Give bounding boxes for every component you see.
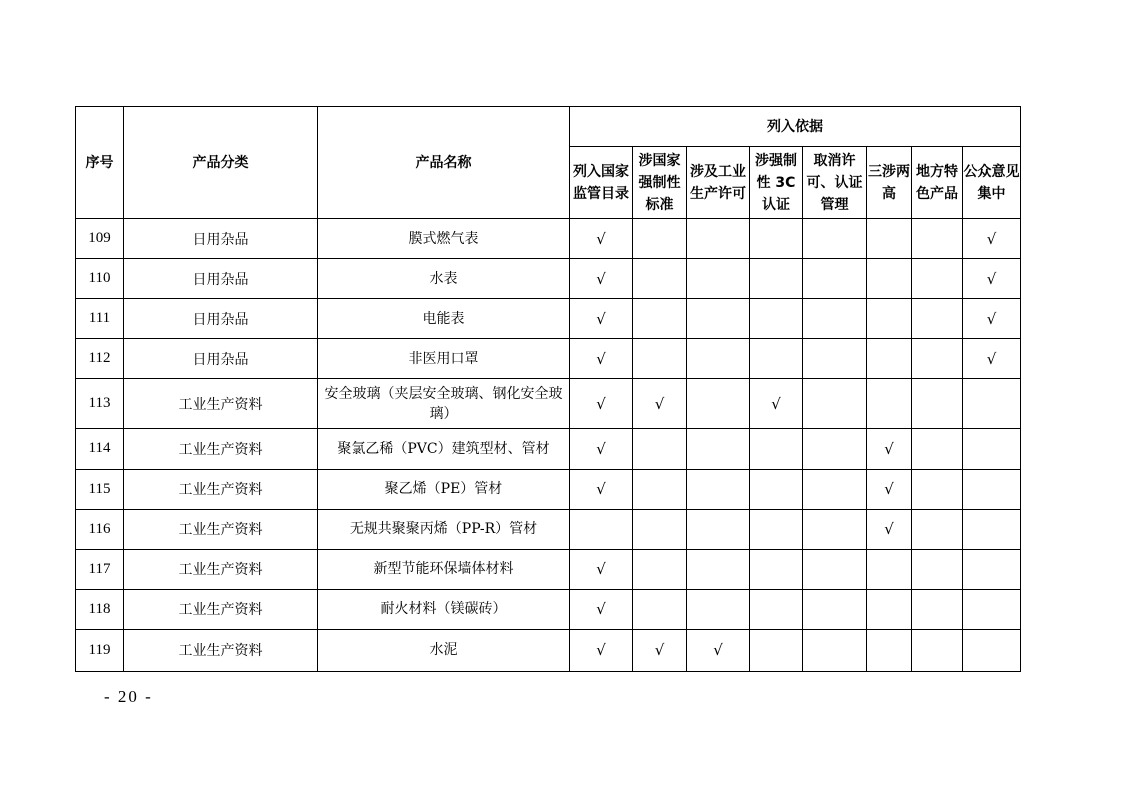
row-basis-mark: √ [963, 299, 1021, 339]
header-basis-cancelled-license: 取消许可、认证管理 [803, 147, 867, 219]
row-basis-mark: √ [633, 379, 687, 429]
header-basis-local-specialty: 地方特色产品 [912, 147, 963, 219]
row-seq: 116 [76, 509, 124, 549]
row-basis-mark [633, 549, 687, 589]
row-product-name: 膜式燃气表 [318, 219, 570, 259]
row-basis-mark [803, 259, 867, 299]
row-basis-mark [912, 339, 963, 379]
row-basis-mark [687, 589, 750, 629]
row-basis-mark [963, 469, 1021, 509]
row-category: 工业生产资料 [124, 629, 318, 671]
table-row [76, 549, 1021, 589]
row-basis-mark [687, 379, 750, 429]
row-basis-mark [912, 469, 963, 509]
row-category: 工业生产资料 [124, 429, 318, 469]
row-basis-mark [963, 509, 1021, 549]
row-basis-mark [912, 299, 963, 339]
row-basis-mark [750, 339, 803, 379]
row-basis-mark [687, 549, 750, 589]
row-basis-mark [687, 469, 750, 509]
header-basis-national-catalog: 列入国家监管目录 [570, 147, 633, 219]
header-basis-production-license: 涉及工业生产许可 [687, 147, 750, 219]
row-basis-mark [912, 629, 963, 671]
row-basis-mark [867, 549, 912, 589]
row-basis-mark [912, 589, 963, 629]
row-basis-mark [750, 509, 803, 549]
table-row [76, 469, 1021, 509]
row-product-name: 聚乙烯（PE）管材 [318, 469, 570, 509]
row-seq: 117 [76, 549, 124, 589]
header-basis-3c-certification: 涉强制性 3C 认证 [750, 147, 803, 219]
row-basis-mark [803, 339, 867, 379]
row-basis-mark [912, 379, 963, 429]
table-row [76, 299, 1021, 339]
row-basis-mark [633, 299, 687, 339]
table-row [76, 589, 1021, 629]
row-basis-mark [570, 509, 633, 549]
row-basis-mark [633, 339, 687, 379]
header-basis-group: 列入依据 [570, 107, 1021, 147]
row-basis-mark [963, 629, 1021, 671]
row-basis-mark [687, 299, 750, 339]
row-basis-mark [687, 429, 750, 469]
row-basis-mark: √ [963, 259, 1021, 299]
row-basis-mark: √ [570, 379, 633, 429]
header-category: 产品分类 [124, 107, 318, 219]
row-basis-mark: √ [867, 429, 912, 469]
row-basis-mark [750, 589, 803, 629]
row-category: 工业生产资料 [124, 469, 318, 509]
row-seq: 109 [76, 219, 124, 259]
row-product-name: 无规共聚聚丙烯（PP-R）管材 [318, 509, 570, 549]
row-basis-mark [867, 629, 912, 671]
row-category: 日用杂品 [124, 299, 318, 339]
row-seq: 112 [76, 339, 124, 379]
row-basis-mark: √ [633, 629, 687, 671]
row-basis-mark [963, 429, 1021, 469]
table-row [76, 509, 1021, 549]
row-basis-mark [633, 509, 687, 549]
row-basis-mark [963, 589, 1021, 629]
row-basis-mark [912, 259, 963, 299]
row-basis-mark: √ [963, 339, 1021, 379]
row-basis-mark [687, 509, 750, 549]
page-number: - 20 - [104, 687, 153, 706]
row-basis-mark [912, 219, 963, 259]
row-basis-mark [867, 259, 912, 299]
header-basis-public-concern: 公众意见集中 [963, 147, 1021, 219]
row-basis-mark [750, 429, 803, 469]
row-basis-mark: √ [687, 629, 750, 671]
row-product-name: 非医用口罩 [318, 339, 570, 379]
row-basis-mark [912, 509, 963, 549]
row-basis-mark [750, 549, 803, 589]
row-basis-mark [633, 429, 687, 469]
row-basis-mark [750, 219, 803, 259]
row-category: 日用杂品 [124, 219, 318, 259]
row-product-name: 水表 [318, 259, 570, 299]
row-basis-mark [687, 259, 750, 299]
row-basis-mark [912, 429, 963, 469]
table-row [76, 629, 1021, 671]
row-basis-mark: √ [570, 629, 633, 671]
header-basis-mandatory-standard: 涉国家强制性标准 [633, 147, 687, 219]
product-list-table [75, 106, 1021, 672]
row-product-name: 安全玻璃（夹层安全玻璃、钢化安全玻璃） [318, 379, 570, 429]
row-basis-mark [803, 469, 867, 509]
row-category: 日用杂品 [124, 259, 318, 299]
row-product-name: 聚氯乙稀（PVC）建筑型材、管材 [318, 429, 570, 469]
row-basis-mark [867, 589, 912, 629]
row-basis-mark [963, 379, 1021, 429]
row-basis-mark [803, 219, 867, 259]
row-basis-mark: √ [963, 219, 1021, 259]
header-seq: 序号 [76, 107, 124, 219]
row-basis-mark [633, 259, 687, 299]
row-basis-mark [633, 219, 687, 259]
row-category: 工业生产资料 [124, 589, 318, 629]
row-basis-mark [803, 549, 867, 589]
row-basis-mark: √ [570, 259, 633, 299]
row-seq: 118 [76, 589, 124, 629]
table-row [76, 429, 1021, 469]
row-basis-mark [867, 339, 912, 379]
row-basis-mark [867, 379, 912, 429]
row-basis-mark [687, 219, 750, 259]
table-row [76, 259, 1021, 299]
row-basis-mark [803, 509, 867, 549]
row-category: 工业生产资料 [124, 509, 318, 549]
header-basis-three-involve-two-high: 三涉两高 [867, 147, 912, 219]
row-basis-mark: √ [570, 299, 633, 339]
row-product-name: 耐火材料（镁碳砖） [318, 589, 570, 629]
row-seq: 113 [76, 379, 124, 429]
row-basis-mark [912, 549, 963, 589]
row-basis-mark [633, 469, 687, 509]
row-seq: 111 [76, 299, 124, 339]
row-basis-mark [963, 549, 1021, 589]
row-basis-mark: √ [570, 589, 633, 629]
row-basis-mark [750, 299, 803, 339]
table-row [76, 379, 1021, 429]
row-basis-mark: √ [570, 339, 633, 379]
row-basis-mark [803, 379, 867, 429]
row-basis-mark [803, 299, 867, 339]
row-basis-mark: √ [570, 549, 633, 589]
row-seq: 119 [76, 629, 124, 671]
row-basis-mark [867, 219, 912, 259]
row-basis-mark [803, 589, 867, 629]
row-category: 工业生产资料 [124, 549, 318, 589]
row-basis-mark: √ [867, 509, 912, 549]
row-basis-mark: √ [570, 219, 633, 259]
row-basis-mark [750, 469, 803, 509]
row-basis-mark [803, 429, 867, 469]
table-row [76, 219, 1021, 259]
row-category: 日用杂品 [124, 339, 318, 379]
row-basis-mark [687, 339, 750, 379]
header-name: 产品名称 [318, 107, 570, 219]
row-product-name: 电能表 [318, 299, 570, 339]
row-basis-mark: √ [867, 469, 912, 509]
row-basis-mark: √ [570, 429, 633, 469]
row-product-name: 新型节能环保墙体材料 [318, 549, 570, 589]
table-row [76, 339, 1021, 379]
table-body [76, 219, 1021, 672]
row-basis-mark [750, 629, 803, 671]
row-basis-mark [803, 629, 867, 671]
row-basis-mark [867, 299, 912, 339]
row-seq: 114 [76, 429, 124, 469]
row-basis-mark [750, 259, 803, 299]
row-product-name: 水泥 [318, 629, 570, 671]
row-basis-mark: √ [750, 379, 803, 429]
row-seq: 115 [76, 469, 124, 509]
row-basis-mark [633, 589, 687, 629]
row-seq: 110 [76, 259, 124, 299]
row-basis-mark: √ [570, 469, 633, 509]
row-category: 工业生产资料 [124, 379, 318, 429]
